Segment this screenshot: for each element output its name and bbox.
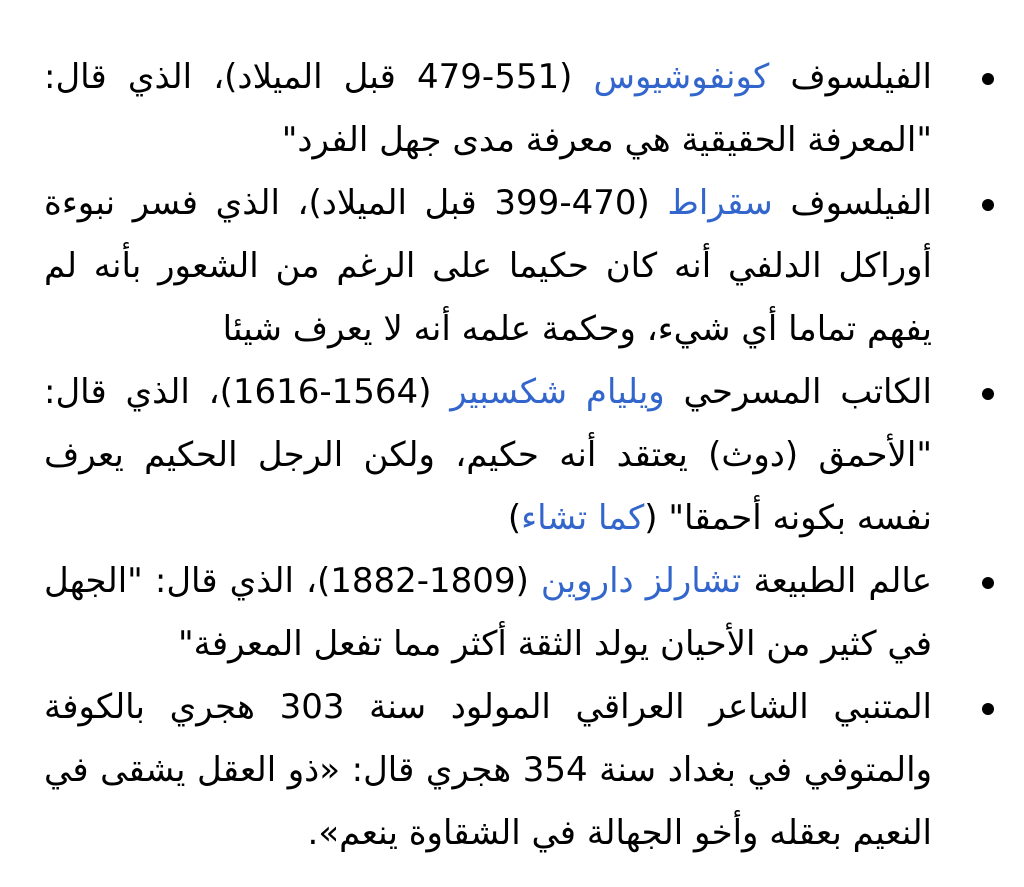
item-text-after-2: ) xyxy=(507,498,522,538)
bullet-icon xyxy=(982,73,994,85)
list-item-confucius xyxy=(44,46,932,172)
link-darwin[interactable]: تشارلز داروين xyxy=(540,561,742,601)
list-item-darwin xyxy=(44,550,932,676)
item-text: المتنبي الشاعر العراقي المولود سنة 303 هجري بالكوفة والمتوفي في بغداد سنة 354 هجري قال: «ذو العقل يشقى في النعيم بعقله وأخو الجهالة في الشقاوة ينعم». xyxy=(44,687,932,853)
item-text-after: (470-399 قبل الميلاد)، الذي فسر نبوءة أوراكل الدلفي أنه كان حكيما على الرغم من الشعور بأنه لم يفهم تماما أي شيء، وحكمة علمه أنه لا يعرف شيئا xyxy=(44,183,932,349)
link-shakespeare[interactable]: ويليام شكسبير xyxy=(450,372,665,412)
bullet-icon xyxy=(982,577,994,589)
item-text-after: (1809-1882)، الذي قال: "الجهل في كثير من الأحيان يولد الثقة أكثر مما تفعل المعرفة" xyxy=(44,561,932,664)
item-text-before: الفيلسوف xyxy=(772,183,933,223)
link-socrates[interactable]: سقراط xyxy=(667,183,773,223)
quotes-list xyxy=(44,46,932,865)
item-text-before: الفيلسوف xyxy=(769,57,933,97)
article-content xyxy=(44,46,932,865)
list-item-mutanabbi xyxy=(44,676,932,865)
item-text-after: (1564-1616)، الذي قال: "الأحمق (دوث) يعتقد أنه حكيم، ولكن الرجل الحكيم يعرف نفسه بكونه أحمقا" ( xyxy=(44,372,932,538)
list-item-shakespeare xyxy=(44,361,932,550)
link-as-you-like-it[interactable]: كما تشاء xyxy=(521,498,645,538)
item-text-before: الكاتب المسرحي xyxy=(664,372,932,412)
bullet-icon xyxy=(982,388,994,400)
list-item-socrates xyxy=(44,172,932,361)
item-text-after: (551-479 قبل الميلاد)، الذي قال: "المعرفة الحقيقية هي معرفة مدى جهل الفرد" xyxy=(44,57,932,160)
bullet-icon xyxy=(982,703,994,715)
link-confucius[interactable]: كونفوشيوس xyxy=(593,57,770,97)
bullet-icon xyxy=(982,199,994,211)
item-text-before: عالم الطبيعة xyxy=(741,561,932,601)
